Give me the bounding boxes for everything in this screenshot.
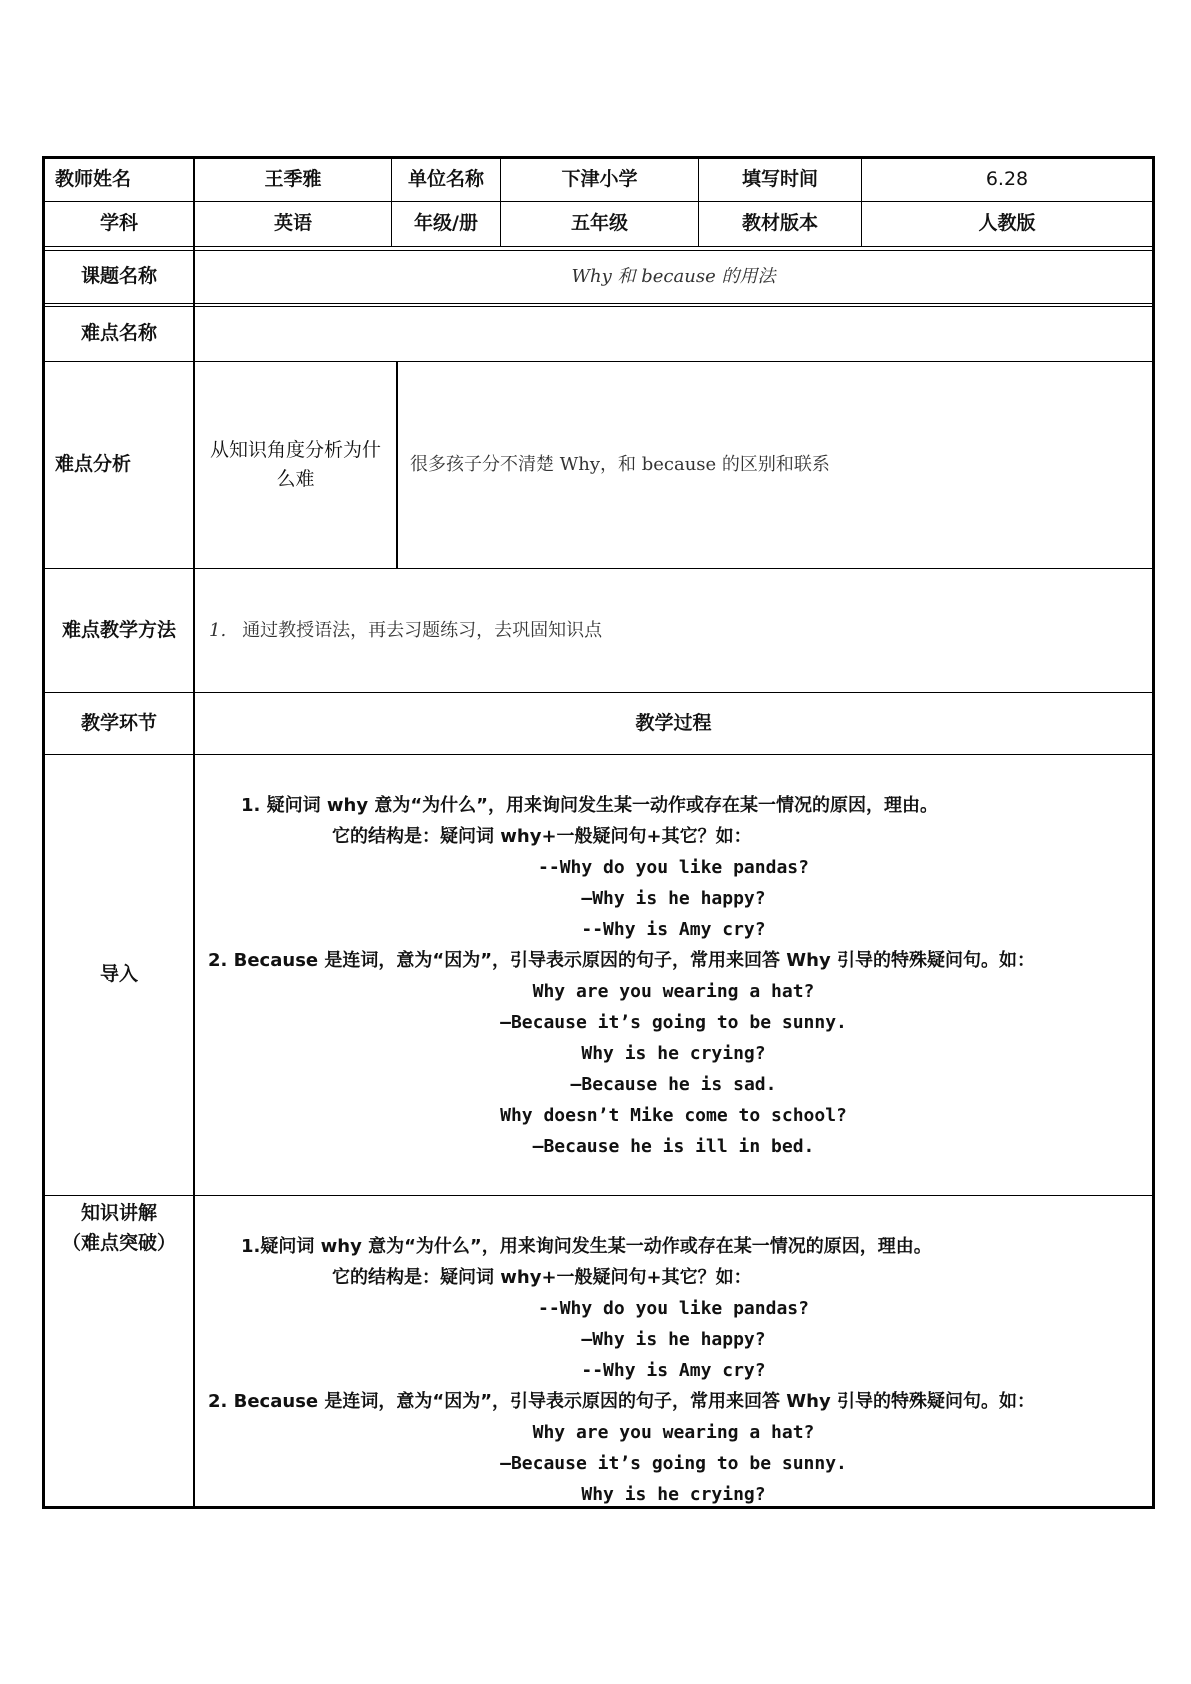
knowledge-line: 2. Because 是连词，意为“因为”，引导表示原因的句子，常用来回答 Why 引导的特殊疑问句。如： <box>208 1391 1035 1412</box>
method-label: 难点教学方法 <box>61 618 176 641</box>
analysis-label: 难点分析 <box>55 453 132 476</box>
table-border <box>1152 156 1155 1509</box>
topic-value: Why 和 because 的用法 <box>571 266 776 288</box>
method-text: 通过教授语法，再去习题练习，去巩固知识点 <box>242 619 603 641</box>
analysis-sub-label: 从知识角度分析为什么难 <box>209 438 381 490</box>
intro-line: 2. Because 是连词，意为“因为”，引导表示原因的句子，常用来回答 Why 引导的特殊疑问句。如： <box>208 950 1035 971</box>
intro-line: —Why is he happy? <box>581 888 766 909</box>
knowledge-line: Why are you wearing a hat? <box>532 1422 815 1443</box>
intro-line: Why doesn’t Mike come to school? <box>500 1105 847 1126</box>
topic-label: 课题名称 <box>80 265 157 288</box>
process-stage-label: 教学环节 <box>80 711 157 734</box>
difficulty-value <box>195 307 1152 361</box>
analysis-value: 很多孩子分不清楚 Why，和 because 的区别和联系 <box>410 454 830 476</box>
unit-label: 单位名称 <box>407 168 484 191</box>
edition-value: 人教版 <box>978 212 1036 235</box>
knowledge-line: --Why is Amy cry? <box>581 1360 766 1381</box>
method-value <box>195 569 1152 692</box>
subject-value: 英语 <box>273 212 312 235</box>
knowledge-line: —Because it’s going to be sunny. <box>500 1453 847 1474</box>
intro-content <box>195 755 1152 1195</box>
date-value: 6.28 <box>985 168 1029 191</box>
edition-label: 教材版本 <box>741 212 818 235</box>
knowledge-line: 它的结构是：疑问词 why+一般疑问句+其它？如： <box>332 1267 752 1288</box>
intro-line: --Why is Amy cry? <box>581 919 766 940</box>
intro-line: 1. 疑问词 why 意为“为什么”，用来询问发生某一动作或存在某一情况的原因，理由。 <box>241 795 938 816</box>
knowledge-line: —Why is he happy? <box>581 1329 766 1350</box>
teacher-value: 王季雅 <box>264 168 322 191</box>
knowledge-line: Why is he crying? <box>581 1484 766 1505</box>
difficulty-label: 难点名称 <box>80 322 157 345</box>
knowledge-line: 1.疑问词 why 意为“为什么”，用来询问发生某一动作或存在某一情况的原因，理由。 <box>241 1236 932 1257</box>
date-label: 填写时间 <box>741 168 818 191</box>
intro-line: --Why do you like pandas? <box>538 857 809 878</box>
knowledge-label-line2: （难点突破） <box>61 1232 176 1254</box>
knowledge-line: --Why do you like pandas? <box>538 1298 809 1319</box>
intro-line: Why is he crying? <box>581 1043 766 1064</box>
knowledge-label-line1: 知识讲解 <box>80 1202 157 1224</box>
subject-label: 学科 <box>99 212 138 235</box>
teacher-label: 教师姓名 <box>55 168 132 191</box>
grade-value: 五年级 <box>570 212 628 235</box>
intro-line: Why are you wearing a hat? <box>532 981 815 1002</box>
table-border <box>42 246 1154 247</box>
intro-label: 导入 <box>99 963 138 986</box>
process-header: 教学过程 <box>635 711 712 734</box>
unit-value: 下津小学 <box>561 168 638 191</box>
intro-line: —Because he is sad. <box>570 1074 777 1095</box>
intro-line: —Because he is ill in bed. <box>532 1136 815 1157</box>
knowledge-label <box>45 1196 193 1260</box>
knowledge-content <box>195 1196 1152 1506</box>
method-number: 1. <box>209 619 227 641</box>
intro-line: —Because it’s going to be sunny. <box>500 1012 847 1033</box>
grade-label: 年级/册 <box>414 212 478 235</box>
intro-line: 它的结构是：疑问词 why+一般疑问句+其它？如： <box>332 826 752 847</box>
table-border <box>42 303 1154 304</box>
